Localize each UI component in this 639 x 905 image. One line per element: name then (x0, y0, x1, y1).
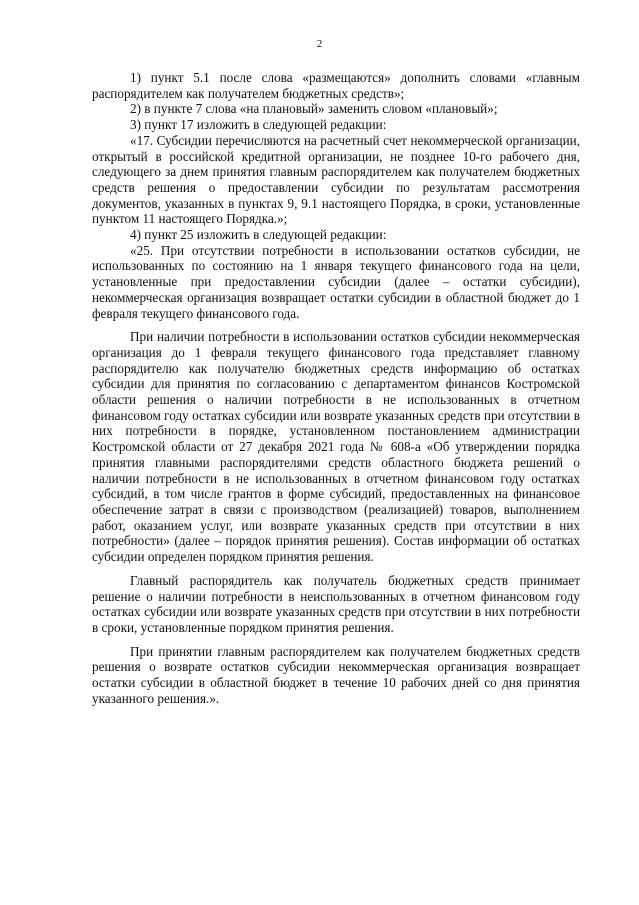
point-17-text: «17. Субсидии перечисляются на расчетный счет некоммерческой организации, открытый в российской кредитной организации, не позднее 10-го рабочего дня, следующего за днем принятия главным распорядителем как получателем бюджетных средств решения о предоставлении субсидии по результатам рассмотрения документов, указанных в пунктах 9, 9.1 настоящего Порядка, в сроки, установленные пунктом 11 настоящего Порядка.»; (92, 132, 580, 227)
remaining-subsidy-paragraph: При наличии потребности в использовании остатков субсидии некоммерческая организация до 1 февраля текущего финансового года представляет главному распорядителю как получателю бюджетных средств информацию об остатках субсидии для принятия по согласованию с департаментом финансов Костромской области решения о наличии потребности в не использованных в отчетном финансовом году остатках субсидии или возврате указанных средств при отсутствии в них потребности в порядке, установленном постановлением администрации Костромской области от 27 декабря 2021 года № 608-а «Об утверждении порядка принятия главными распорядителями средств областного бюджета решений о наличии потребности в не использованных в отчетном финансовом году остатках субсидий, в том числе грантов в форме субсидий, предоставленных на финансовое обеспечение затрат в связи с производством (реализацией) товаров, выполнением работ, оказанием услуг, или возврате указанных средств при отсутствии в них потребности» (далее – порядок принятия решения). Состав информации об остатках субсидии определен порядком принятия решения. (92, 329, 580, 565)
page-number: 2 (316, 38, 323, 50)
return-paragraph: При принятии главным распорядителем как получателем бюджетных средств решения о возврате остатков субсидии некоммерческая организация возвращает остатки субсидии в областной бюджет в течение 10 рабочих дней со дня принятия указанного решения.». (92, 643, 580, 706)
document-body (92, 70, 580, 706)
decision-paragraph: Главный распорядитель как получатель бюджетных средств принимает решение о наличии потребности в неиспользованных в отчетном финансовом году остатках субсидии или возврате указанных средств при отсутствии в них потребности в сроки, установленные порядком принятия решения. (92, 572, 580, 635)
amendment-item-3: 3) пункт 17 изложить в следующей редакции: (130, 117, 387, 133)
amendment-item-1: 1) пункт 5.1 после слова «размещаются» дополнить словами «главным распорядителем как получателем бюджетных средств»; (92, 70, 580, 101)
amendment-item-4: 4) пункт 25 изложить в следующей редакции: (130, 227, 387, 243)
amendment-item-2: 2) в пункте 7 слова «на плановый» заменить словом «плановый»; (130, 101, 498, 117)
point-25-text: «25. При отсутствии потребности в использовании остатков субсидии, не использованных по состоянию на 1 января текущего финансового года на цели, установленные при предоставлении субсидии (далее – остатки субсидии), некоммерческая организация возвращает остатки субсидии в областной бюджет до 1 февраля текущего финансового года. (92, 242, 580, 321)
